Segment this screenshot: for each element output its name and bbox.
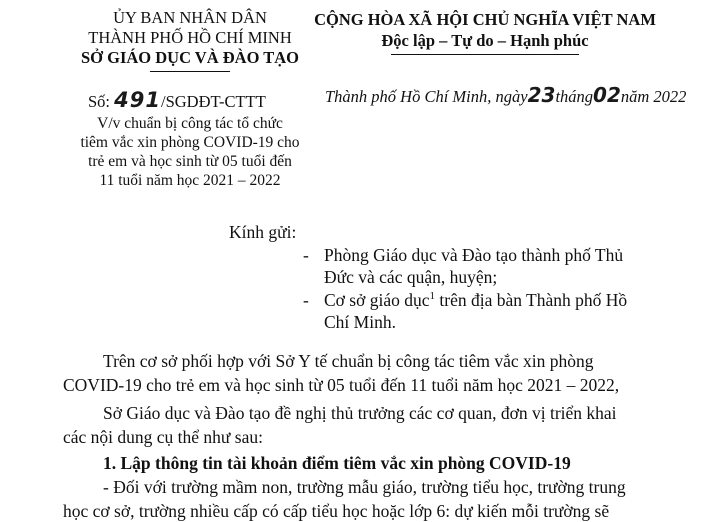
recipient-2-text-b: trên địa bàn Thành phố Hồ xyxy=(435,290,628,310)
document-subject xyxy=(60,114,320,190)
number-suffix: /SGDĐT-CTTT xyxy=(160,92,266,111)
header-left-underline xyxy=(150,71,230,72)
recipient-2-line2: Chí Minh. xyxy=(324,312,396,332)
recipients-label: Kính gửi: xyxy=(229,222,297,242)
number-handwritten: 491 xyxy=(114,88,161,112)
motto-underline xyxy=(391,54,579,55)
paragraph-2-line2: các nội dung cụ thể như sau: xyxy=(63,427,263,447)
number-prefix: Số: xyxy=(88,92,111,111)
agency-city: THÀNH PHỐ HỒ CHÍ MINH xyxy=(88,28,292,47)
national-title: CỘNG HÒA XÃ HỘI CHỦ NGHĨA VIỆT NAM xyxy=(314,10,656,29)
recipient-1-line2: Đức và các quận, huyện; xyxy=(324,267,498,287)
month-handwritten: 02 xyxy=(593,83,621,107)
section-1-line2: học cơ sở, trường nhiều cấp có cấp tiểu học hoặc lớp 6: dự kiến mỗi trường sẽ xyxy=(63,501,610,521)
issue-date xyxy=(325,84,686,108)
section-1-line1: - Đối với trường mầm non, trường mẫu giáo, trường tiểu học, trường trung xyxy=(103,477,626,497)
agency-department: SỞ GIÁO DỤC VÀ ĐÀO TẠO xyxy=(80,48,300,67)
subject-line: V/v chuẩn bị công tác tổ chức xyxy=(97,115,283,132)
paragraph-2-line1: Sở Giáo dục và Đào tạo đề nghị thủ trưởng các cơ quan, đơn vị triển khai xyxy=(103,403,617,423)
section-1-heading: 1. Lập thông tin tài khoản điểm tiêm vắc xin phòng COVID-19 xyxy=(103,453,571,473)
subject-line: trẻ em và học sinh từ 05 tuổi đến xyxy=(88,153,292,170)
agency-parent: ỦY BAN NHÂN DÂN xyxy=(113,8,267,27)
recipient-2-line1 xyxy=(324,289,627,311)
recipient-dash: - xyxy=(303,245,309,265)
subject-line: 11 tuổi năm học 2021 – 2022 xyxy=(99,172,281,189)
paragraph-1-line1: Trên cơ sở phối hợp với Sở Y tế chuẩn bị công tác tiêm vắc xin phòng xyxy=(103,351,594,371)
national-motto: Độc lập – Tự do – Hạnh phúc xyxy=(381,31,589,50)
subject-line: tiêm vắc xin phòng COVID-19 cho xyxy=(80,134,300,151)
day-handwritten: 23 xyxy=(527,83,556,107)
year-label: năm 2022 xyxy=(620,87,687,106)
document-number xyxy=(88,90,266,112)
footnote-marker: 1 xyxy=(429,290,436,303)
date-prefix: Thành phố Hồ Chí Minh, ngày xyxy=(325,87,528,106)
recipient-dash: - xyxy=(303,290,309,310)
paragraph-1-line2: COVID-19 cho trẻ em và học sinh từ 05 tuổi đến 11 tuổi năm học 2021 – 2022, xyxy=(63,375,620,395)
recipient-1-line1: Phòng Giáo dục và Đào tạo thành phố Thủ xyxy=(324,245,624,265)
month-label: tháng xyxy=(555,87,594,106)
recipient-2-text-a: Cơ sở giáo dục xyxy=(324,290,430,310)
